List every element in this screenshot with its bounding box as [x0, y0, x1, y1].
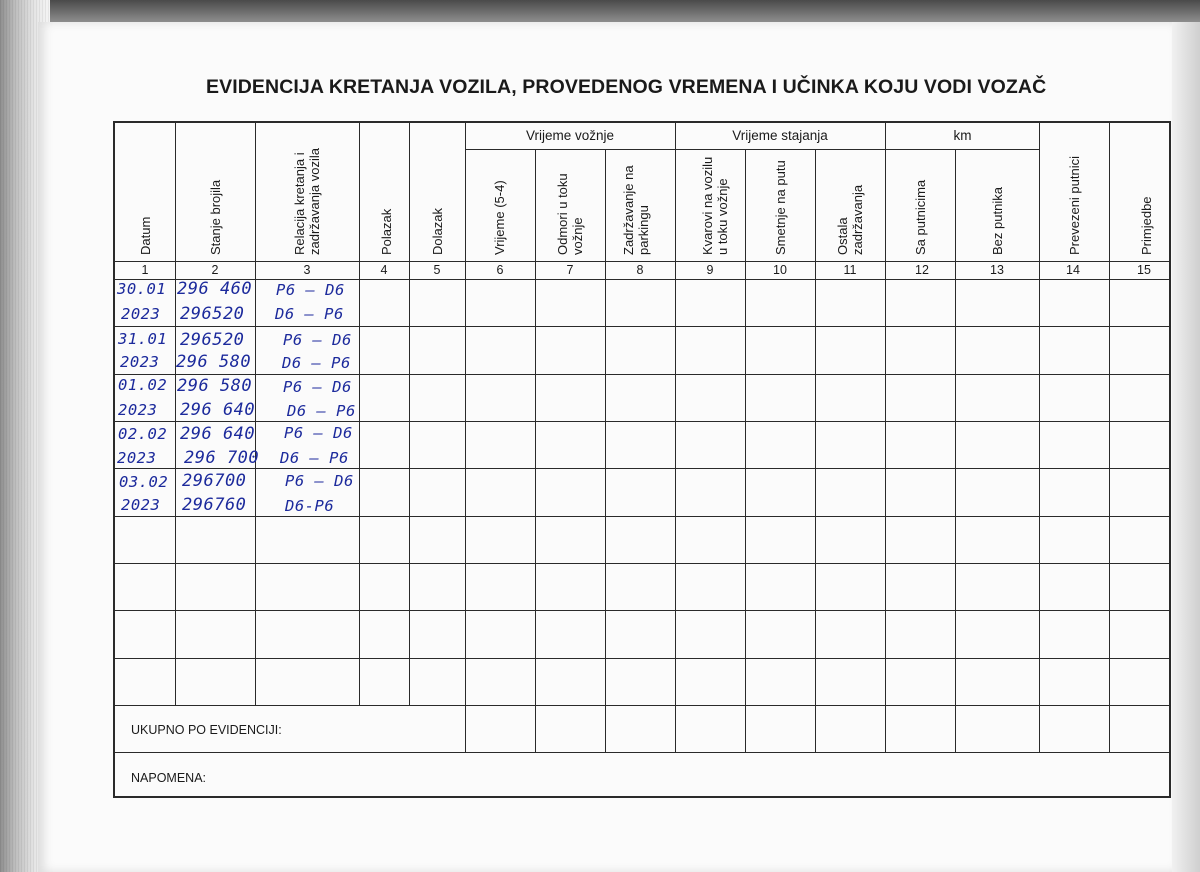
grid-row-line — [113, 563, 1171, 564]
entry-3-date-day: 01.02 — [118, 376, 168, 394]
grid-col-line — [175, 121, 176, 705]
entry-4-date-day: 02.02 — [118, 425, 168, 443]
grid-col-line — [745, 149, 746, 705]
col-num-15: 15 — [1137, 263, 1151, 277]
header-bez-putnika: Bez putnika — [990, 187, 1005, 255]
header-kvarovi-line1: Kvarovi na vozilu — [700, 156, 715, 255]
entry-3-meter-end: 296 640 — [180, 400, 256, 420]
entry-5-meter-end: 296760 — [182, 495, 247, 515]
entry-2-date-day: 31.01 — [118, 330, 168, 348]
col-num-8: 8 — [636, 263, 644, 277]
grid-row-line — [113, 326, 1171, 327]
col-num-13: 13 — [990, 263, 1004, 277]
header-zadrzavanje-line2: parkingu — [636, 205, 651, 255]
grid-total-col-line — [815, 705, 816, 752]
header-relacija-line1: Relacija kretanja i — [292, 152, 307, 255]
grid-col-line — [409, 121, 410, 705]
entry-5-date-day: 03.02 — [119, 473, 169, 491]
grid-col-line — [535, 149, 536, 705]
grid-row-line — [113, 261, 1171, 262]
grid-total-col-line — [1039, 705, 1040, 752]
entry-4-meter-start: 296 640 — [180, 424, 256, 444]
header-odmori-line2: vožnje — [570, 217, 585, 255]
entry-2-route-back: D6 – P6 — [282, 354, 351, 372]
col-num-10: 10 — [773, 263, 787, 277]
grid-total-col-line — [465, 705, 466, 752]
entry-3-route-back: D6 – P6 — [287, 402, 356, 420]
group-vrijeme-stajanja: Vrijeme stajanja — [732, 128, 828, 143]
entry-1-date-day: 30.01 — [117, 280, 167, 298]
grid-col-line — [359, 121, 360, 705]
col-num-9: 9 — [706, 263, 714, 277]
header-odmori-line1: Odmori u toku — [555, 173, 570, 255]
entry-4-route-out: P6 – D6 — [284, 424, 353, 442]
grid-total-col-line — [885, 705, 886, 752]
grid-total-col-line — [955, 705, 956, 752]
col-num-6: 6 — [496, 263, 504, 277]
header-vrijeme-5-4: Vrijeme (5-4) — [492, 180, 507, 255]
grid-col-line — [675, 121, 676, 705]
entry-1-date-year: 2023 — [121, 305, 161, 323]
col-num-7: 7 — [566, 263, 574, 277]
col-num-14: 14 — [1066, 263, 1080, 277]
entry-5-route-out: P6 – D6 — [285, 472, 354, 490]
ukupno-po-evidenciji-label: UKUPNO PO EVIDENCIJI: — [131, 723, 282, 737]
header-relacija-line2: zadržavanja vozila — [307, 148, 322, 255]
col-num-3: 3 — [303, 263, 311, 277]
grid-row-line — [113, 705, 1171, 706]
entry-4-meter-end: 296 700 — [184, 448, 260, 468]
entry-3-date-year: 2023 — [118, 401, 158, 419]
entry-1-route-back: D6 – P6 — [275, 305, 344, 323]
grid-total-col-line — [1109, 705, 1110, 752]
grid-col-line — [885, 121, 886, 705]
col-num-2: 2 — [211, 263, 219, 277]
header-primjedbe: Primjedbe — [1139, 196, 1154, 255]
grid-row-line — [113, 658, 1171, 659]
grid-total-col-line — [745, 705, 746, 752]
group-vrijeme-voznje: Vrijeme vožnje — [525, 128, 615, 143]
grid-col-line — [1109, 121, 1110, 705]
header-sa-putnicima: Sa putnicima — [913, 179, 928, 255]
grid-col-line — [605, 149, 606, 705]
grid-row-line — [113, 468, 1171, 469]
grid-col-line — [815, 149, 816, 705]
page-right-edge — [1172, 22, 1200, 872]
header-dolazak: Dolazak — [430, 208, 445, 255]
napomena-label: NAPOMENA: — [131, 771, 207, 785]
col-num-12: 12 — [915, 263, 929, 277]
header-datum: Datum — [138, 216, 153, 255]
col-num-11: 11 — [843, 263, 857, 277]
grid-total-col-line — [675, 705, 676, 752]
grid-row-line — [113, 610, 1171, 611]
entry-2-meter-end: 296 580 — [176, 352, 252, 372]
entry-3-route-out: P6 – D6 — [283, 378, 352, 396]
col-num-1: 1 — [141, 263, 149, 277]
grid-row-line — [113, 374, 1171, 375]
grid-col-line — [465, 121, 466, 705]
grid-total-col-line — [535, 705, 536, 752]
col-num-4: 4 — [380, 263, 388, 277]
page-title: EVIDENCIJA KRETANJA VOZILA, PROVEDENOG VREMENA I UČINKA KOJU VODI VOZAČ — [206, 76, 1047, 98]
grid-row-line — [113, 279, 1171, 280]
header-ostala-line2: zadržavanja — [850, 184, 865, 255]
header-smetnje: Smetnje na putu — [773, 160, 788, 255]
grid-group-line — [465, 149, 1039, 150]
entry-2-meter-start: 296520 — [180, 330, 245, 350]
entry-5-meter-start: 296700 — [182, 471, 247, 491]
entry-4-date-year: 2023 — [117, 449, 157, 467]
header-zadrzavanje-line1: Zadržavanje na — [621, 165, 636, 255]
header-stanje-brojila: Stanje brojila — [208, 179, 223, 255]
entry-1-meter-start: 296 460 — [177, 279, 253, 299]
group-km: km — [953, 128, 972, 143]
grid-col-line — [255, 121, 256, 705]
header-prevezeni-putnici: Prevezeni putnici — [1067, 156, 1082, 255]
grid-col-line — [955, 149, 956, 705]
grid-row-line — [113, 421, 1171, 422]
entry-1-meter-end: 296520 — [180, 304, 245, 324]
header-ostala-line1: Ostala — [835, 217, 850, 255]
entry-2-date-year: 2023 — [120, 353, 160, 371]
grid-row-line — [113, 516, 1171, 517]
col-num-5: 5 — [433, 263, 441, 277]
entry-5-route-back: D6-P6 — [285, 497, 335, 515]
entry-2-route-out: P6 – D6 — [283, 331, 352, 349]
grid-total-col-line — [605, 705, 606, 752]
grid-row-line — [113, 752, 1171, 753]
grid-col-line — [1039, 121, 1040, 705]
entry-3-meter-start: 296 580 — [177, 376, 253, 396]
entry-4-route-back: D6 – P6 — [280, 449, 349, 467]
entry-5-date-year: 2023 — [121, 496, 161, 514]
header-kvarovi-line2: u toku vožnje — [715, 178, 730, 255]
entry-1-route-out: P6 – D6 — [276, 281, 345, 299]
header-polazak: Polazak — [379, 208, 394, 255]
